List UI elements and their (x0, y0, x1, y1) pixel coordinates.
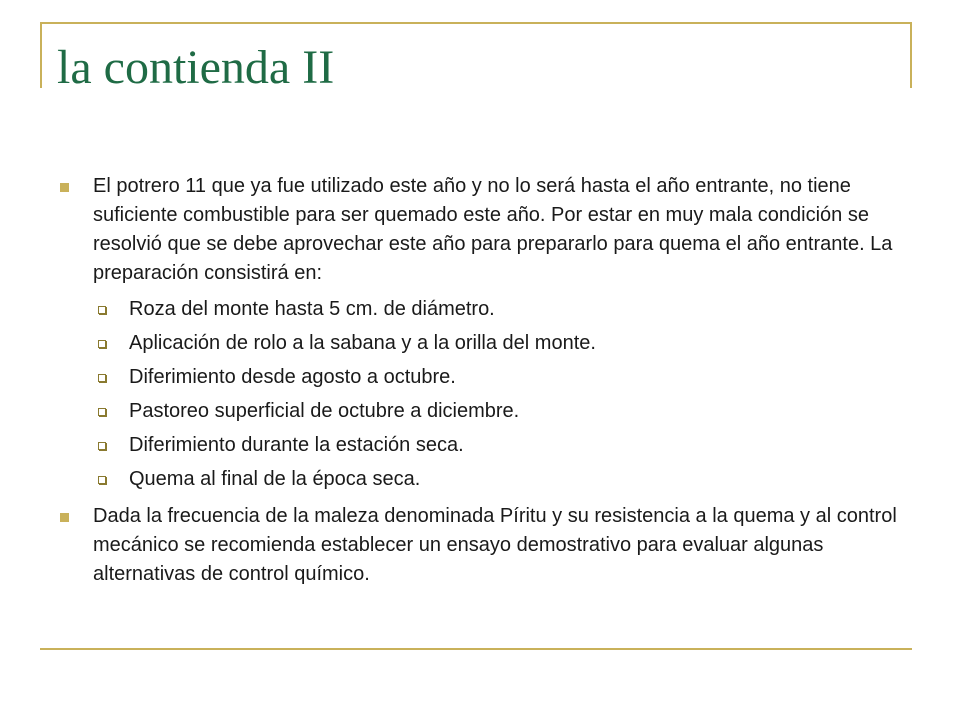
sub-item (93, 360, 910, 394)
hollow-square-bullet-icon (98, 476, 106, 484)
sub-item-text: Diferimiento desde agosto a octubre. (129, 366, 456, 388)
sub-item-text: Pastoreo superficial de octubre a diciembre. (129, 400, 520, 422)
sub-item (93, 394, 910, 428)
hollow-square-bullet-icon (98, 442, 106, 450)
bullet-text: Dada la frecuencia de la maleza denominada Píritu y su resistencia a la quema y al control mecánico se recomienda establecer un ensayo demostrativo para evaluar algunas alternativas de control químico. (93, 505, 897, 585)
sub-item (93, 428, 910, 462)
sub-item-text: Roza del monte hasta 5 cm. de diámetro. (129, 298, 495, 320)
top-rule (40, 22, 912, 24)
square-bullet-icon (60, 513, 69, 522)
bullet-item-2 (60, 502, 910, 589)
sub-item-text: Diferimiento durante la estación seca. (129, 434, 464, 456)
sub-bullet-list (93, 292, 910, 496)
bottom-rule (40, 648, 912, 650)
sub-item-text: Aplicación de rolo a la sabana y a la orilla del monte. (129, 332, 596, 354)
sub-item-text: Quema al final de la época seca. (129, 468, 421, 490)
hollow-square-bullet-icon (98, 306, 106, 314)
sub-item (93, 462, 910, 496)
hollow-square-bullet-icon (98, 408, 106, 416)
left-rule (40, 22, 42, 88)
bullet-text: El potrero 11 que ya fue utilizado este año y no lo será hasta el año entrante, no tiene suficiente combustible para ser quemado este año. Por estar en muy mala condición se resolvió que se debe aprovechar este año para prepararlo para quema el año entrante. La preparación consistirá en: (93, 175, 893, 284)
slide-title: la contienda II (57, 41, 335, 94)
bullet-list (60, 172, 910, 595)
sub-item (93, 326, 910, 360)
square-bullet-icon (60, 183, 69, 192)
right-rule (910, 22, 912, 88)
hollow-square-bullet-icon (98, 374, 106, 382)
bullet-item-1 (60, 172, 910, 496)
hollow-square-bullet-icon (98, 340, 106, 348)
sub-item (93, 292, 910, 326)
